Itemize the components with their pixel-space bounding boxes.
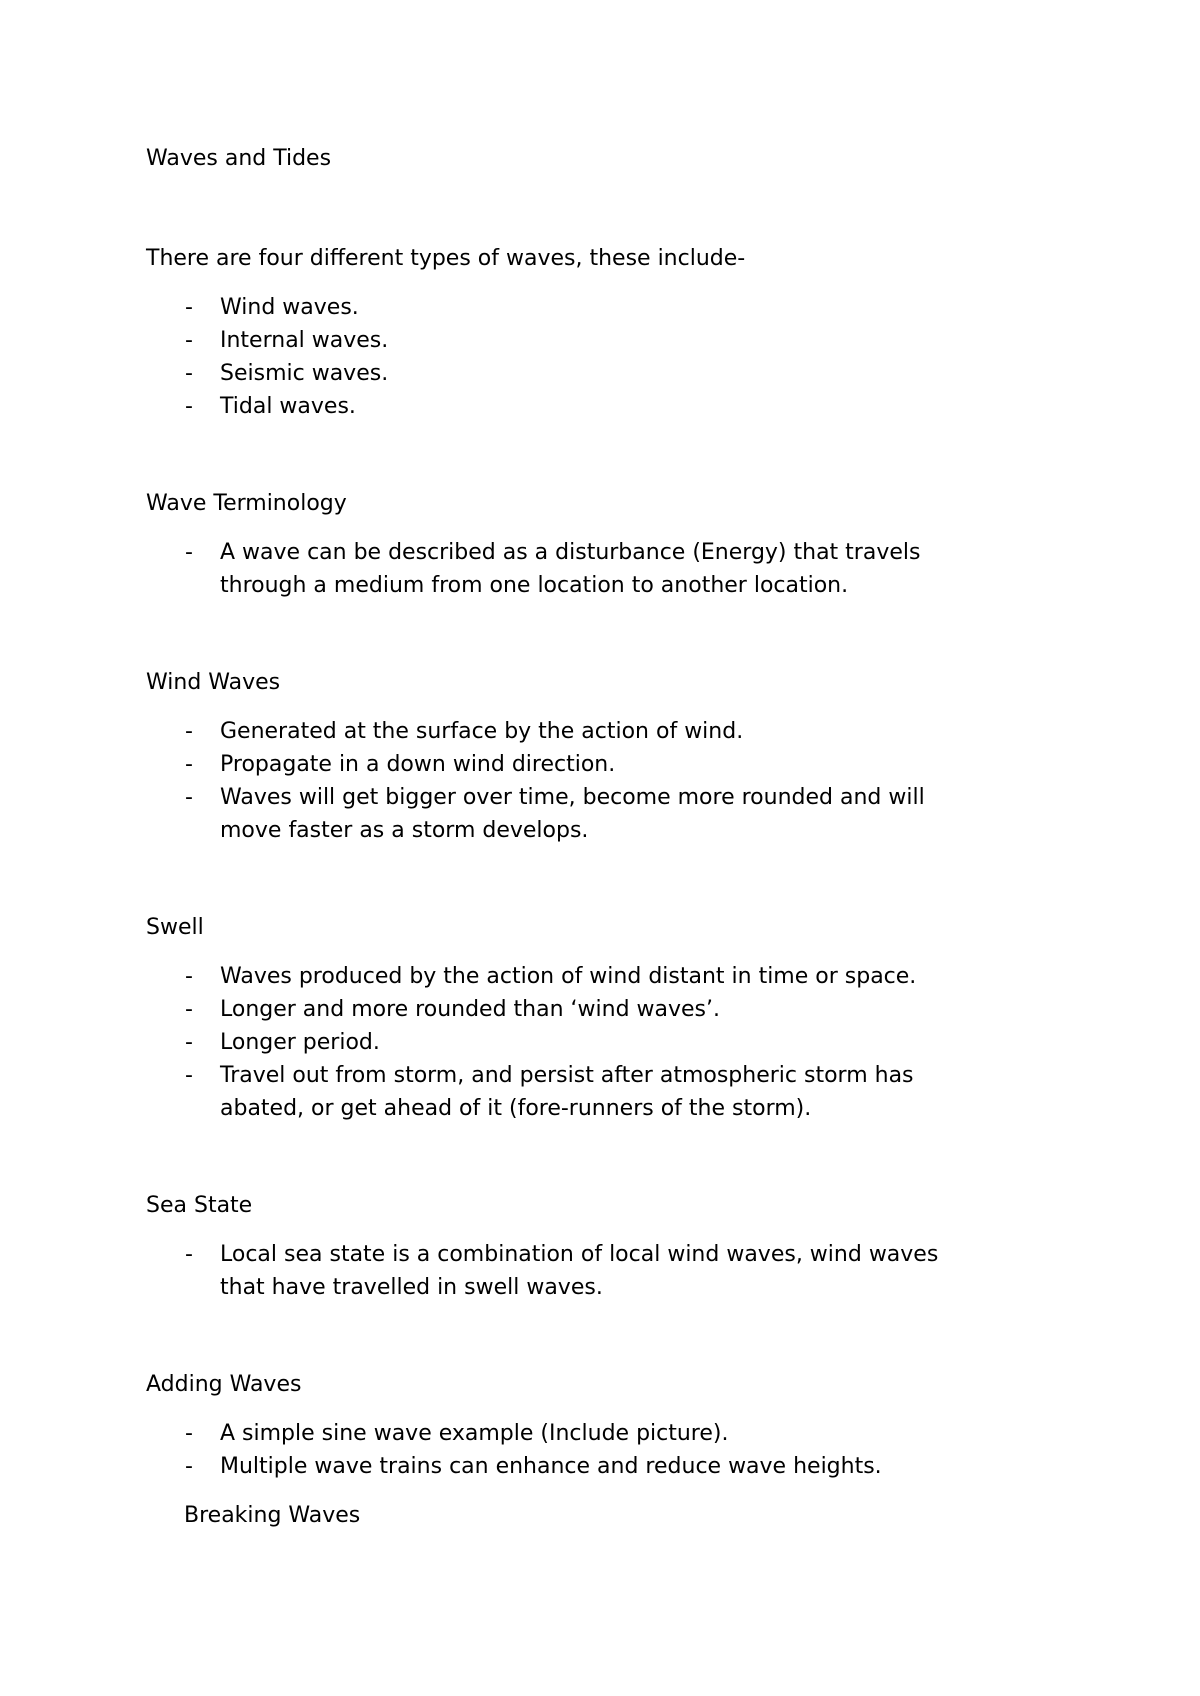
list-item: Internal waves. [220, 328, 389, 353]
bullet-dash: - [185, 394, 193, 419]
intro-paragraph: There are four different types of waves, these include- [146, 246, 746, 271]
list-item-line: abated, or get ahead of it (fore-runners of the storm). [220, 1096, 812, 1121]
list-item-line: A wave can be described as a disturbance (Energy) that travels [220, 540, 921, 565]
list-item-line: Travel out from storm, and persist after atmospheric storm has [220, 1063, 914, 1088]
list-item-line: Propagate in a down wind direction. [220, 752, 616, 777]
bullet-dash: - [185, 997, 193, 1022]
section-heading-swell: Swell [146, 915, 204, 940]
bullet-dash: - [185, 1242, 193, 1267]
bullet-dash: - [185, 785, 193, 810]
list-item-line: through a medium from one location to another location. [220, 573, 849, 598]
bullet-dash: - [185, 328, 193, 353]
bullet-dash: - [185, 1454, 193, 1479]
list-item-line: Multiple wave trains can enhance and reduce wave heights. [220, 1454, 882, 1479]
list-item-line: Waves will get bigger over time, become more rounded and will [220, 785, 925, 810]
bullet-dash: - [185, 1063, 193, 1088]
bullet-dash: - [185, 752, 193, 777]
bullet-dash: - [185, 295, 193, 320]
list-item-line: A simple sine wave example (Include picture). [220, 1421, 729, 1446]
list-item-line: move faster as a storm develops. [220, 818, 589, 843]
bullet-dash: - [185, 1421, 193, 1446]
section-heading-wave-terminology: Wave Terminology [146, 491, 347, 516]
list-item-line: Waves produced by the action of wind distant in time or space. [220, 964, 917, 989]
list-item-line: Local sea state is a combination of local wind waves, wind waves [220, 1242, 939, 1267]
section-heading-wind-waves: Wind Waves [146, 670, 281, 695]
bullet-dash: - [185, 1030, 193, 1055]
list-item-line: that have travelled in swell waves. [220, 1275, 603, 1300]
list-item: Tidal waves. [220, 394, 356, 419]
section-heading-sea-state: Sea State [146, 1193, 253, 1218]
list-item: Wind waves. [220, 295, 359, 320]
bullet-dash: - [185, 361, 193, 386]
section-heading-breaking-waves: Breaking Waves [184, 1503, 361, 1528]
list-item-line: Generated at the surface by the action of wind. [220, 719, 744, 744]
list-item-line: Longer period. [220, 1030, 380, 1055]
bullet-dash: - [185, 964, 193, 989]
document-title: Waves and Tides [146, 146, 332, 171]
bullet-dash: - [185, 719, 193, 744]
list-item: Seismic waves. [220, 361, 389, 386]
bullet-dash: - [185, 540, 193, 565]
list-item-line: Longer and more rounded than ‘wind waves’. [220, 997, 721, 1022]
section-heading-adding-waves: Adding Waves [146, 1372, 302, 1397]
